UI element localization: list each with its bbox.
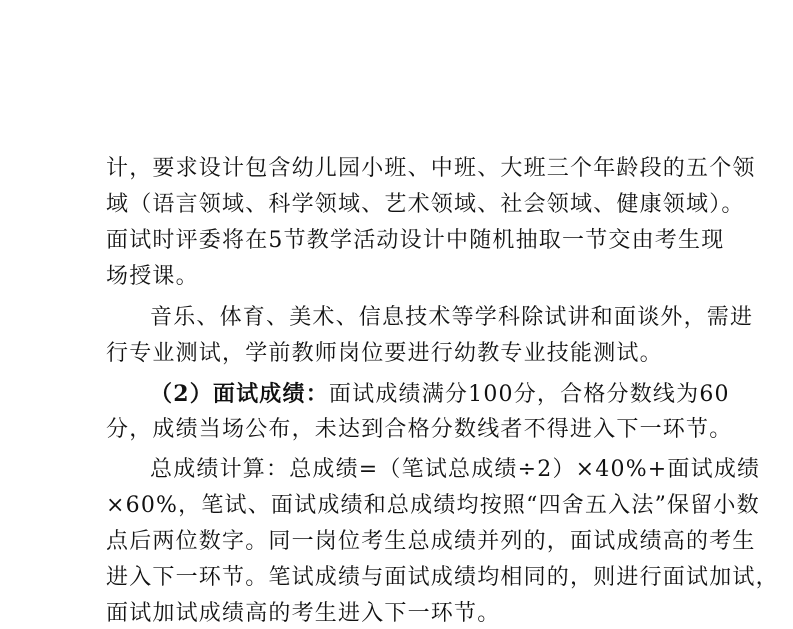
text-line-12: 进入下一环节。笔试成绩与面试成绩均相同的，则进行面试加试， bbox=[106, 565, 779, 590]
text-line-8: 分，成绩当场公布，未达到合格分数线者不得进入下一环节。 bbox=[106, 417, 733, 442]
interview-score-paragraph-line bbox=[150, 381, 730, 408]
text-line-3: 面试时评委将在5节教学活动设计中随机抽取一节交由考生现 bbox=[106, 228, 725, 253]
text-line-5: 音乐、体育、美术、信息技术等学科除试讲和面谈外，需进 bbox=[150, 305, 754, 330]
interview-score-text: 面试成绩满分100分，合格分数线为60 bbox=[328, 382, 730, 407]
text-line-1: 计，要求设计包含幼儿园小班、中班、大班三个年龄段的五个领 bbox=[106, 156, 756, 181]
text-line-11: 点后两位数字。同一岗位考生总成绩并列的，面试成绩高的考生 bbox=[106, 529, 756, 554]
text-line-9: 总成绩计算：总成绩=（笔试总成绩÷2）×40%+面试成绩 bbox=[150, 457, 761, 482]
text-line-10: ×60%，笔试、面试成绩和总成绩均按照“四舍五入法”保留小数 bbox=[106, 493, 760, 518]
text-line-6: 行专业测试，学前教师岗位要进行幼教专业技能测试。 bbox=[106, 341, 663, 366]
text-line-4: 场授课。 bbox=[106, 264, 199, 289]
text-line-13: 面试加试成绩高的考生进入下一环节。 bbox=[106, 601, 501, 626]
interview-score-heading: （2）面试成绩： bbox=[150, 381, 329, 407]
text-line-2: 域（语言领域、科学领域、艺术领域、社会领域、健康领域）。 bbox=[106, 192, 745, 217]
